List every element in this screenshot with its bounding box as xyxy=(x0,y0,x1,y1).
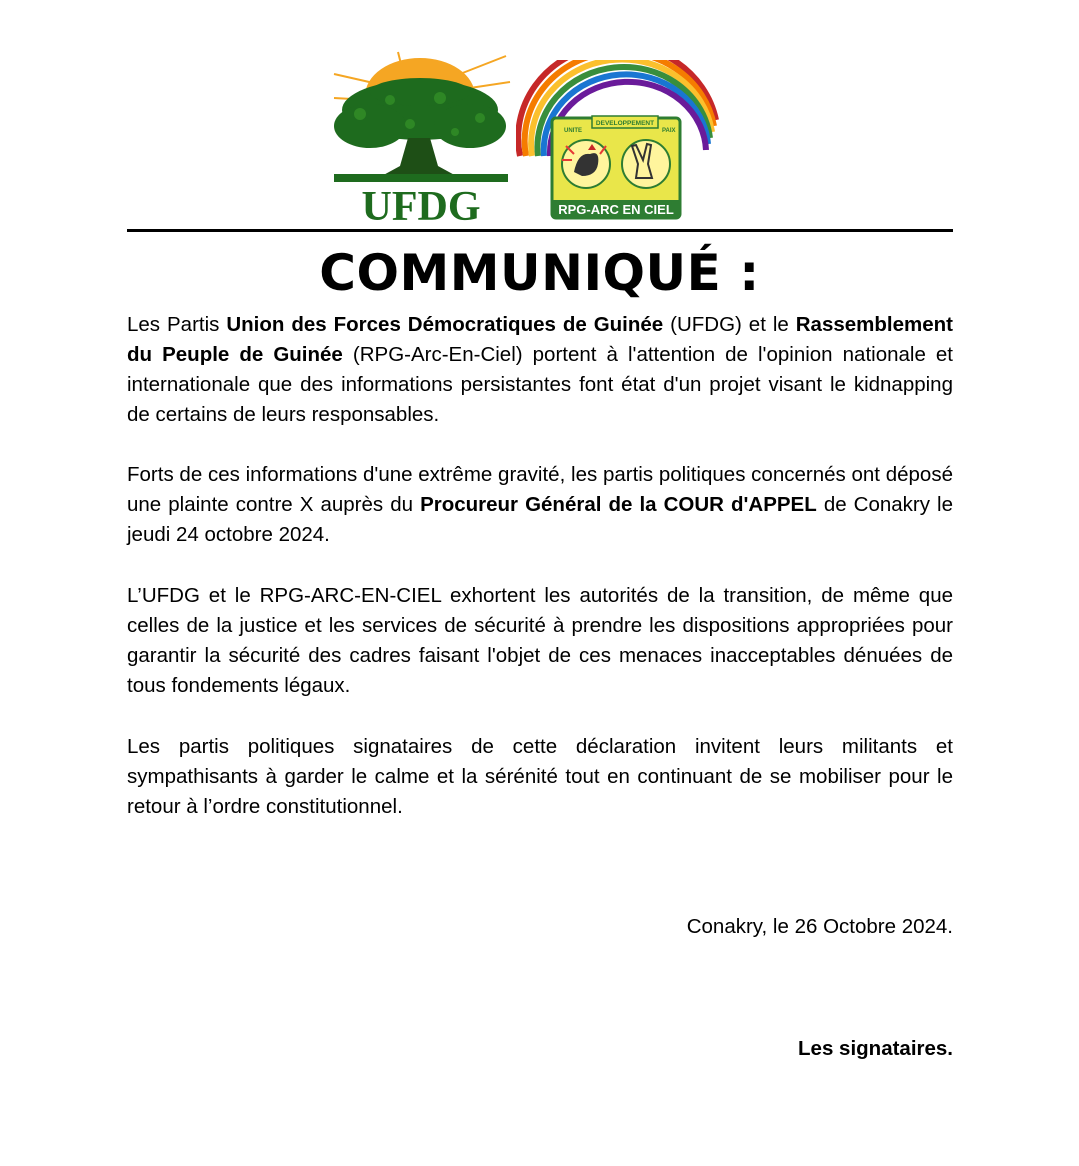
rpg-logo-text: RPG-ARC EN CIEL xyxy=(558,202,674,217)
paragraph-1: Les Partis Union des Forces Démocratiques de Guinée (UFDG) et le Rassemblement du Peuple de Guinée (RPG-Arc-En-Ciel) portent à l'attention de l'opinion nationale et internationale que des informations persistantes font état d'un projet visant le kidnapping de certains de leurs responsables. xyxy=(127,313,953,426)
rpg-logo xyxy=(516,60,720,220)
ufdg-logo xyxy=(330,48,512,223)
paragraph-2: Forts de ces informations d'une extrême gravité, les partis politiques concernés ont déposé une plainte contre X auprès du Procureur Général de la COUR d'APPEL de Conakry le jeudi 24 octobre 2024. xyxy=(127,463,954,546)
date-line: Conakry, le 26 Octobre 2024. xyxy=(686,915,953,938)
rpg-banner-top: DEVELOPPEMENT xyxy=(595,120,655,127)
page-title: COMMUNIQUÉ : xyxy=(319,244,760,302)
rpg-banner-left: UNITE xyxy=(564,128,582,134)
paragraph-4: Les partis politiques signataires de cette déclaration invitent leurs militants et sympathisants à garder le calme et la sérénité tout en continuant de se mobiliser pour le retour à l’ordre constitutionnel. xyxy=(127,735,953,818)
header-divider xyxy=(127,229,953,232)
header-logos xyxy=(330,48,730,226)
paragraph-3: L’UFDG et le RPG-ARC-EN-CIEL exhortent les autorités de la transition, de même que celles de la justice et les services de sécurité à prendre les dispositions appropriées pour garantir la sécurité des cadres faisant l'objet de ces menaces inacceptables dénuées de tous fondements légaux. xyxy=(127,584,953,697)
signature: Les signataires. xyxy=(798,1037,953,1060)
ufdg-logo-text: UFDG xyxy=(361,184,481,223)
rpg-banner-right: PAIX xyxy=(662,128,676,134)
